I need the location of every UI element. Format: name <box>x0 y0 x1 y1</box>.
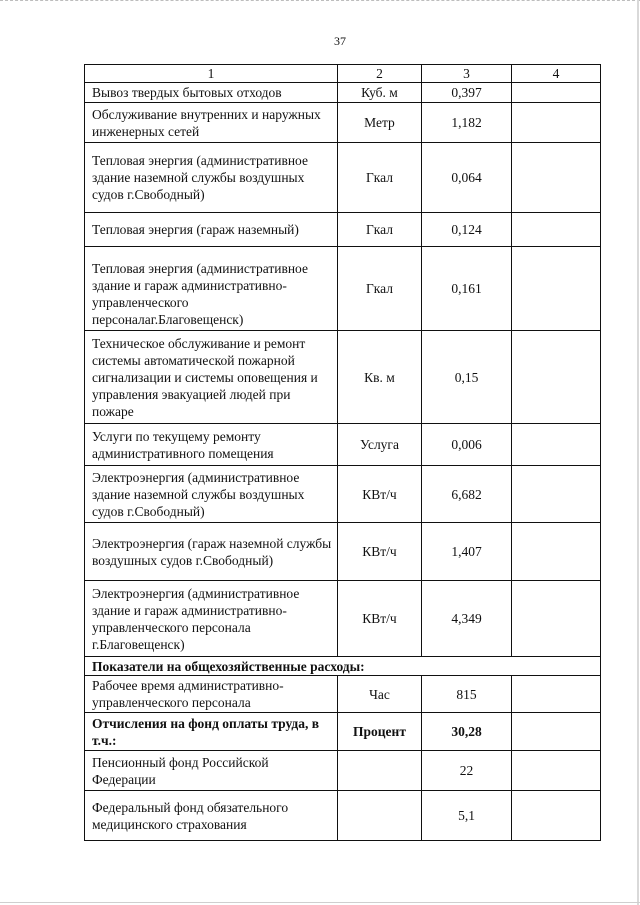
row-extra <box>512 83 601 103</box>
row-name: Услуги по текущему ремонту административного помещения <box>85 424 338 466</box>
row-extra <box>512 143 601 213</box>
row-unit: Куб. м <box>338 83 422 103</box>
column-number-3: 3 <box>422 65 512 83</box>
row-unit: Гкал <box>338 213 422 247</box>
row-unit: Метр <box>338 103 422 143</box>
scan-edge-bottom <box>0 902 640 903</box>
row-extra <box>512 213 601 247</box>
column-number-2: 2 <box>338 65 422 83</box>
table-row <box>85 751 601 791</box>
table-row <box>85 143 601 213</box>
row-value: 6,682 <box>422 466 512 523</box>
row-name: Тепловая энергия (административное здание наземной службы воздушных судов г.Свободный) <box>85 143 338 213</box>
table-row <box>85 83 601 103</box>
row-value: 5,1 <box>422 791 512 841</box>
row-extra <box>512 424 601 466</box>
row-name: Тепловая энергия (административное здание и гараж административно-управленческого персоналаг.Благовещенск) <box>85 247 338 331</box>
row-value: 1,407 <box>422 523 512 581</box>
scan-edge-right <box>637 0 639 905</box>
row-name: Тепловая энергия (гараж наземный) <box>85 213 338 247</box>
row-value: 0,124 <box>422 213 512 247</box>
section-row <box>85 657 601 676</box>
row-name: Федеральный фонд обязательного медицинского страхования <box>85 791 338 841</box>
row-unit: КВт/ч <box>338 581 422 657</box>
tariff-table <box>84 64 601 841</box>
table-row <box>85 676 601 713</box>
row-unit: Час <box>338 676 422 713</box>
column-number-row <box>85 65 601 83</box>
row-extra <box>512 751 601 791</box>
row-unit: КВт/ч <box>338 523 422 581</box>
row-name: Пенсионный фонд Российской Федерации <box>85 751 338 791</box>
column-number-1: 1 <box>85 65 338 83</box>
row-name: Рабочее время административно-управленческого персонала <box>85 676 338 713</box>
row-name: Электроэнергия (административное здание и гараж административно-управленческого персонала г.Благовещенск) <box>85 581 338 657</box>
column-number-4: 4 <box>512 65 601 83</box>
table-row <box>85 466 601 523</box>
row-value: 0,161 <box>422 247 512 331</box>
table-row <box>85 424 601 466</box>
row-extra <box>512 466 601 523</box>
row-unit: Процент <box>338 713 422 751</box>
row-value: 22 <box>422 751 512 791</box>
row-unit: Гкал <box>338 247 422 331</box>
table-row <box>85 581 601 657</box>
row-name: Вывоз твердых бытовых отходов <box>85 83 338 103</box>
table-row <box>85 713 601 751</box>
row-name: Отчисления на фонд оплаты труда, в т.ч.: <box>85 713 338 751</box>
row-extra <box>512 713 601 751</box>
row-name: Обслуживание внутренних и наружных инженерных сетей <box>85 103 338 143</box>
row-unit: Услуга <box>338 424 422 466</box>
table-row <box>85 103 601 143</box>
row-extra <box>512 581 601 657</box>
row-name: Электроэнергия (административное здание наземной службы воздушных судов г.Свободный) <box>85 466 338 523</box>
row-value: 0,064 <box>422 143 512 213</box>
row-extra <box>512 103 601 143</box>
row-unit: Кв. м <box>338 331 422 424</box>
row-extra <box>512 331 601 424</box>
row-unit <box>338 791 422 841</box>
table-row <box>85 247 601 331</box>
row-value: 0,006 <box>422 424 512 466</box>
row-value: 30,28 <box>422 713 512 751</box>
row-value: 0,397 <box>422 83 512 103</box>
scan-edge-top <box>0 0 640 3</box>
table-row <box>85 213 601 247</box>
table-row <box>85 791 601 841</box>
row-value: 815 <box>422 676 512 713</box>
row-extra <box>512 247 601 331</box>
page-number: 37 <box>334 34 346 48</box>
row-unit: КВт/ч <box>338 466 422 523</box>
row-value: 1,182 <box>422 103 512 143</box>
row-value: 4,349 <box>422 581 512 657</box>
row-extra <box>512 676 601 713</box>
row-unit <box>338 751 422 791</box>
section-title: Показатели на общехозяйственные расходы: <box>85 657 601 676</box>
row-value: 0,15 <box>422 331 512 424</box>
row-name: Техническое обслуживание и ремонт системы автоматической пожарной сигнализации и системы оповещения и управления эвакуацией людей при пожаре <box>85 331 338 424</box>
row-extra <box>512 523 601 581</box>
table-row <box>85 523 601 581</box>
row-extra <box>512 791 601 841</box>
table-row <box>85 331 601 424</box>
row-unit: Гкал <box>338 143 422 213</box>
row-name: Электроэнергия (гараж наземной службы воздушных судов г.Свободный) <box>85 523 338 581</box>
